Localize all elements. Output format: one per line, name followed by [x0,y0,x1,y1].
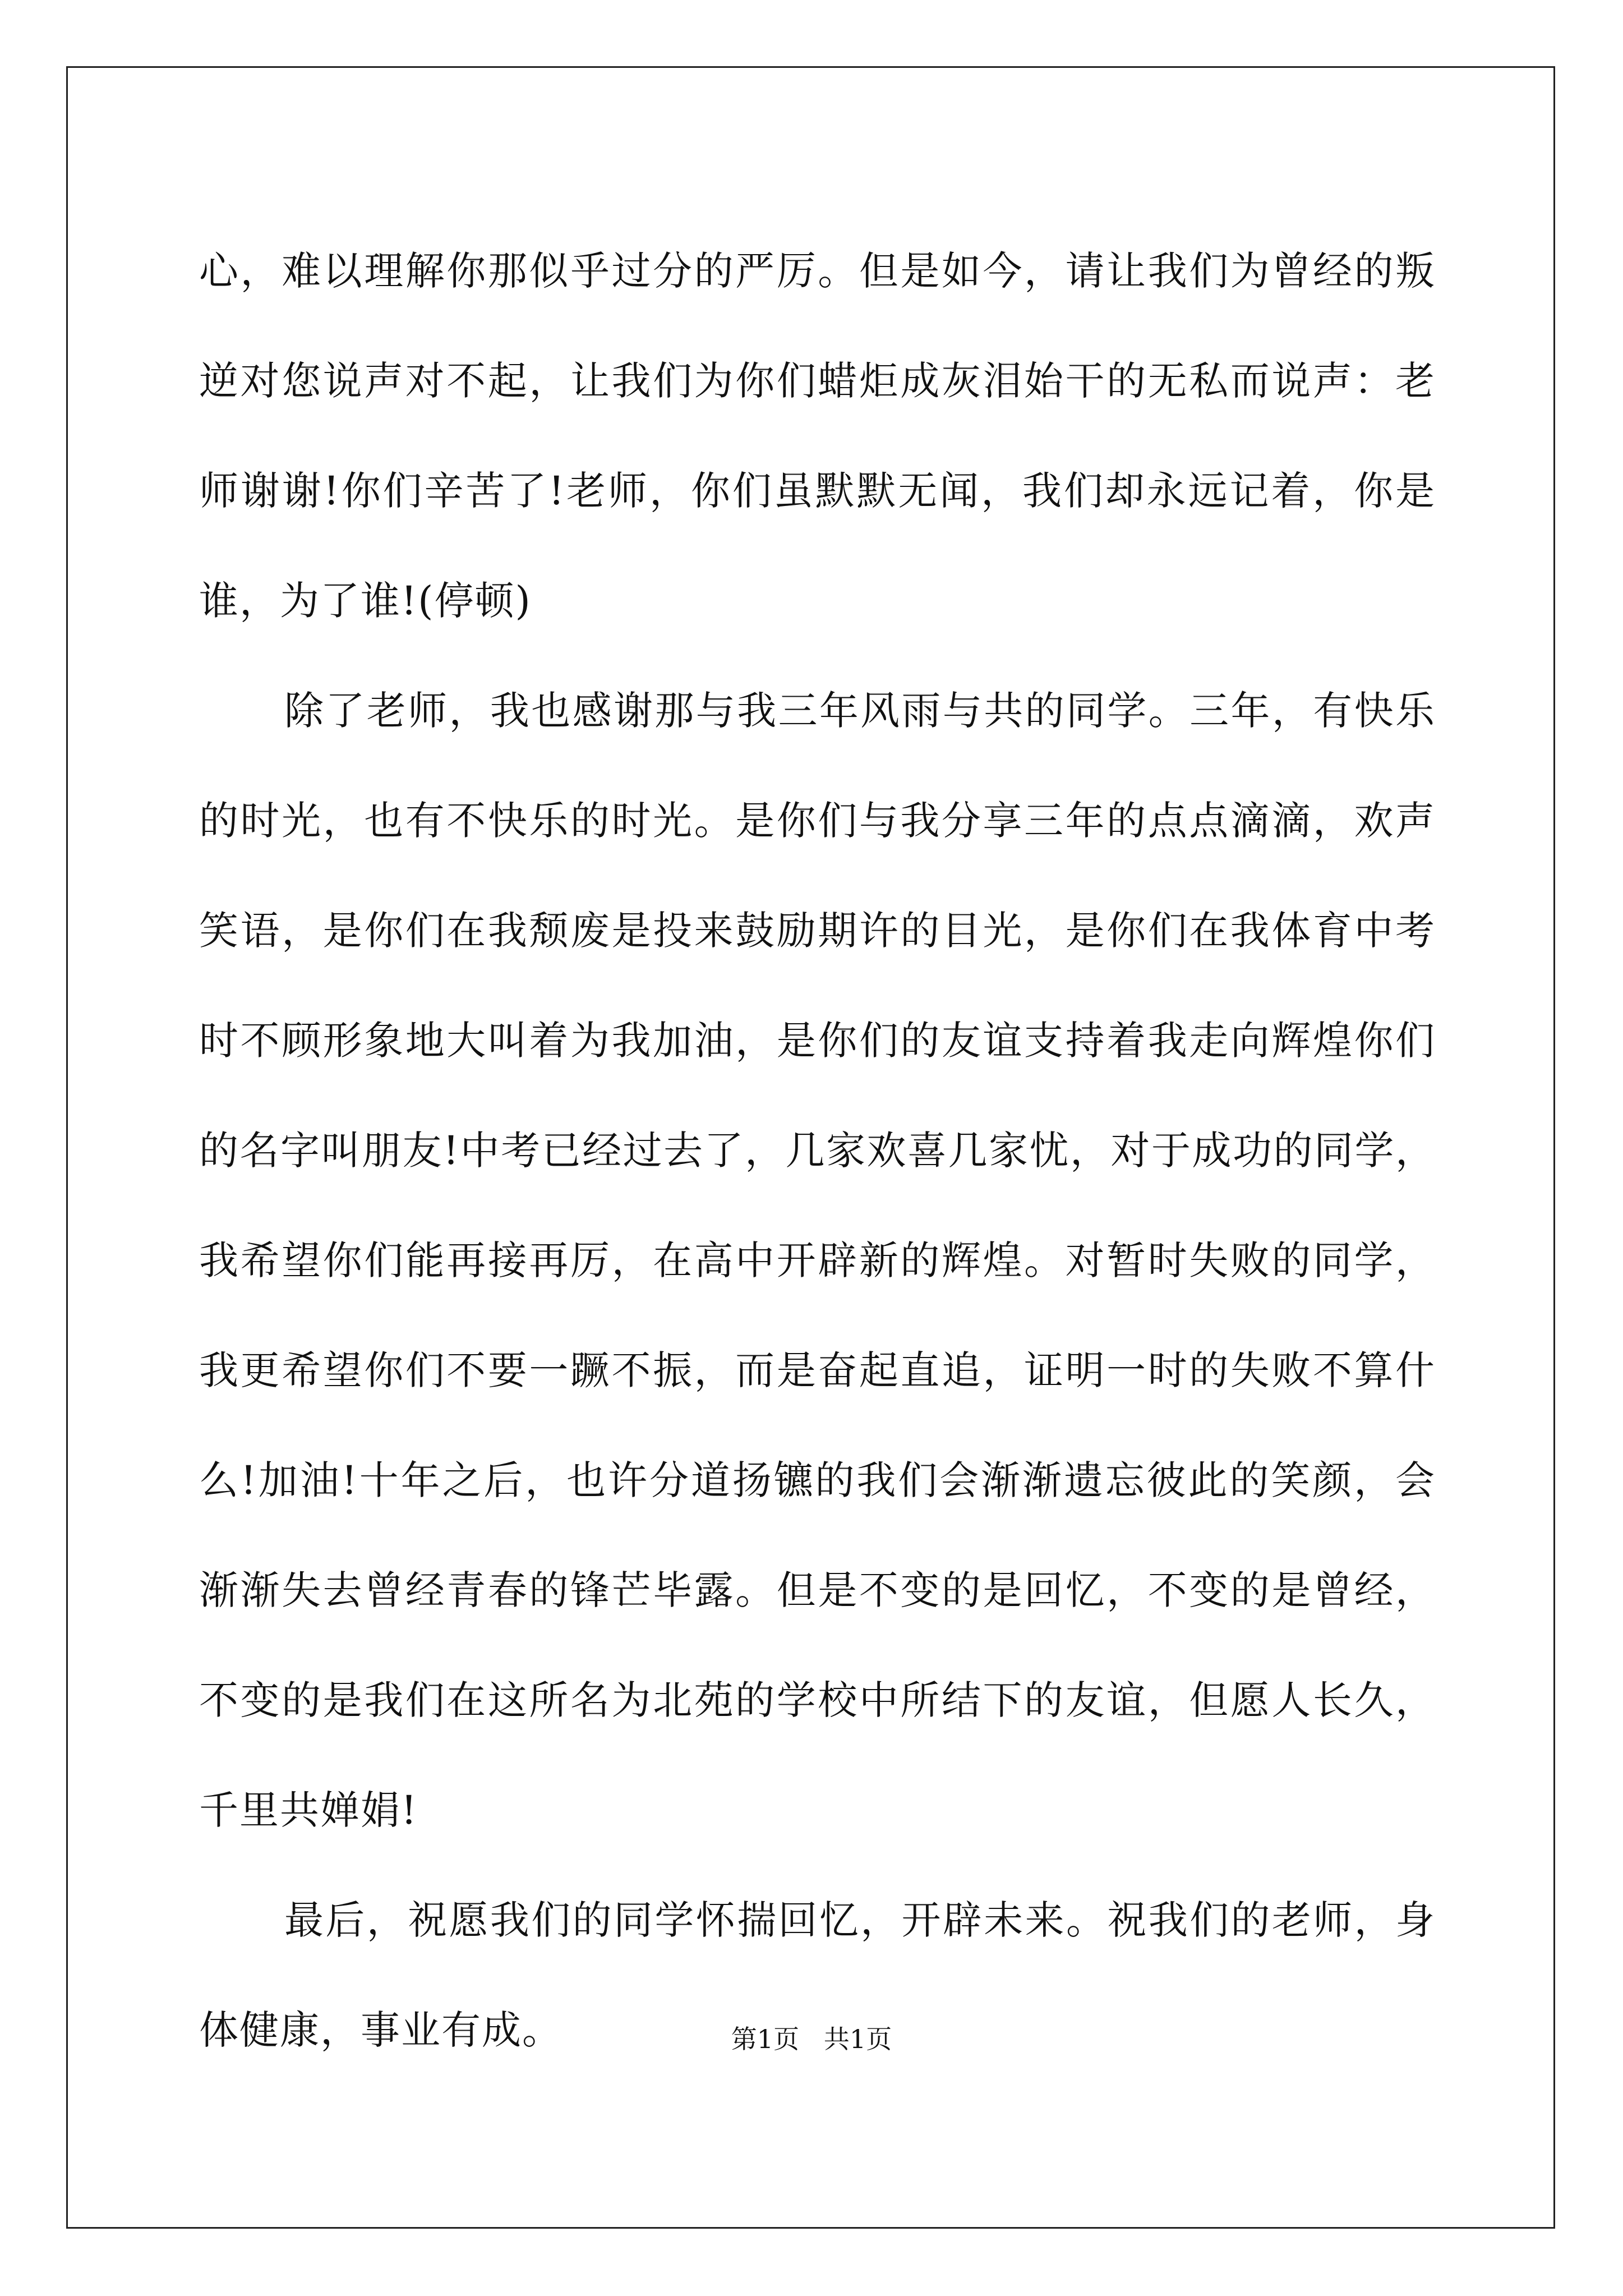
text-line: 逆对您说声对不起，让我们为你们蜡炬成灰泪始干的无私而说声：老 [199,358,1436,404]
text-line: 除了老师，我也感谢那与我三年风雨与共的同学。三年，有快乐 [284,688,1436,734]
text-line: 的时光，也有不快乐的时光。是你们与我分享三年的点点滴滴，欢声 [199,798,1436,844]
text-line: 千里共婵娟! [199,1787,418,1833]
text-line: 不变的是我们在这所名为北苑的学校中所结下的友谊，但愿人长久， [199,1677,1436,1723]
text-line: 最后，祝愿我们的同学怀揣回忆，开辟未来。祝我们的老师，身 [284,1897,1436,1943]
text-line: 体健康，事业有成。 [199,2007,562,2053]
document-body [199,216,1436,2085]
text-line: 笑语，是你们在我颓废是投来鼓励期许的目光，是你们在我体育中考 [199,908,1436,954]
text-line: 谁，为了谁!(停顿) [199,578,532,624]
text-line: 师谢谢!你们辛苦了!老师，你们虽默默无闻，我们却永远记着，你是 [199,468,1436,514]
text-line: 渐渐失去曾经青春的锋芒毕露。但是不变的是回忆，不变的是曾经， [199,1567,1436,1613]
text-line: 么!加油!十年之后，也许分道扬镳的我们会渐渐遗忘彼此的笑颜，会 [199,1457,1436,1503]
page-number: 第1页 共1页 [731,2024,892,2054]
text-line: 时不顾形象地大叫着为我加油，是你们的友谊支持着我走向辉煌你们 [199,1018,1436,1064]
text-line: 的名字叫朋友!中考已经过去了，几家欢喜几家忧，对于成功的同学， [199,1128,1436,1174]
text-line: 我更希望你们不要一蹶不振，而是奋起直追，证明一时的失败不算什 [199,1347,1436,1393]
text-line: 我希望你们能再接再厉，在高中开辟新的辉煌。对暂时失败的同学， [199,1237,1436,1283]
text-line: 心，难以理解你那似乎过分的严厉。但是如今，请让我们为曾经的叛 [199,248,1436,294]
